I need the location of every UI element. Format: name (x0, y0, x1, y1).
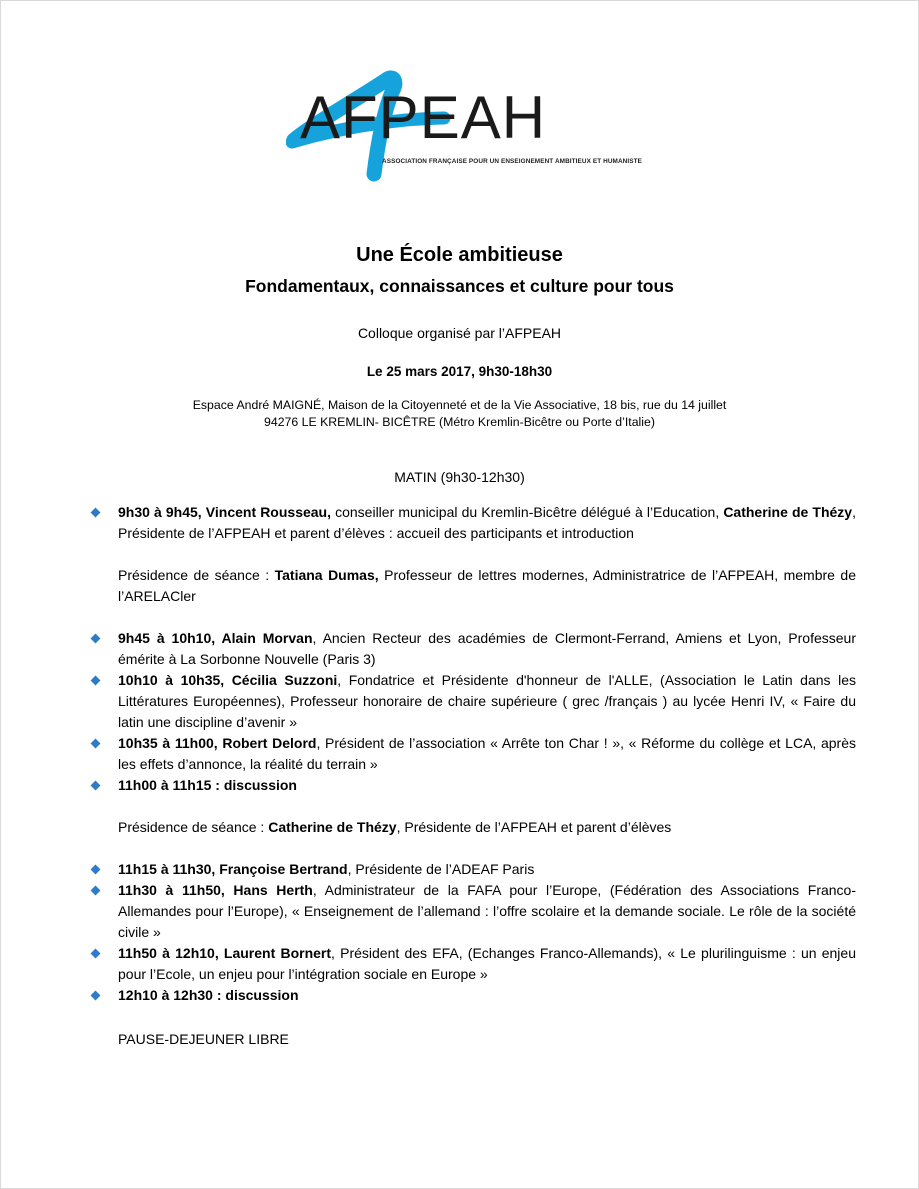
diamond-bullet-icon (91, 739, 101, 749)
session-heading: MATIN (9h30-12h30) (394, 469, 525, 485)
logo-tagline: ASSOCIATION FRANÇAISE POUR UN ENSEIGNEMENT AMBITIEUX ET HUMANISTE (382, 158, 643, 165)
lunch-break: PAUSE-DEJEUNER LIBRE (118, 1031, 289, 1047)
item-text: , Fondatrice et Présidente d'honneur de l'ALLE, (Association le Latin dans les Littératures Européennes), Professeur honoraire de chaire supérieure ( grec /français ) au lycée Henri IV, « Faire du latin une discipline d’avenir » (118, 672, 856, 730)
session-chair-1 (92, 565, 856, 607)
chair-name: Catherine de Thézy (268, 819, 397, 835)
agenda-item (92, 880, 856, 943)
agenda-item (92, 670, 856, 733)
item-time-speaker: 9h45 à 10h10, Alain Morvan (118, 630, 313, 646)
item-time-speaker: 11h30 à 11h50, Hans Herth (118, 882, 313, 898)
diamond-bullet-icon (91, 508, 101, 518)
diamond-bullet-icon (91, 991, 101, 1001)
agenda-list (92, 502, 856, 1006)
diamond-bullet-icon (91, 781, 101, 791)
diamond-bullet-icon (91, 676, 101, 686)
diamond-bullet-icon (91, 886, 101, 896)
item-time-speaker: 10h10 à 10h35, Cécilia Suzzoni (118, 672, 338, 688)
chair-text: , Présidente de l’AFPEAH et parent d’élèves (396, 819, 672, 835)
chair-label: Présidence de séance : (118, 567, 275, 583)
diamond-bullet-icon (91, 865, 101, 875)
item-discussion: 11h00 à 11h15 : discussion (118, 777, 297, 793)
diamond-bullet-icon (91, 949, 101, 959)
venue-line-2: 94276 LE KREMLIN- BICÊTRE (Métro Kremlin-Bicêtre ou Porte d’Italie) (264, 415, 655, 429)
item-time-speaker: 9h30 à 9h45, Vincent Rousseau, (118, 504, 331, 520)
agenda-item (92, 502, 856, 544)
chair-label: Présidence de séance : (118, 819, 269, 835)
agenda-item (92, 733, 856, 775)
logo-word: AFPEAH (300, 84, 547, 151)
chair-text: Professeur de lettres modernes, Administratrice de l’AFPEAH, membre de l’ARELACler (118, 567, 857, 604)
item-text: , Administrateur de la FAFA pour l’Europe, (Fédération des Associations Franco-Allemandes pour l’Europe), « Enseignement de l’allemand : l’offre scolaire et la demande sociale. Le rôle de la société civile » (118, 882, 856, 940)
chair-name: Tatiana Dumas, (274, 567, 379, 583)
session-chair-2 (92, 817, 856, 838)
agenda-item (92, 775, 856, 796)
item-text: , Ancien Recteur des académies de Clermont-Ferrand, Amiens et Lyon, Professeur émérite à La Sorbonne Nouvelle (Paris 3) (118, 630, 856, 667)
agenda-item (92, 859, 856, 880)
agenda-item (92, 943, 856, 985)
item-time-speaker: 11h15 à 11h30, Françoise Bertrand (118, 861, 348, 877)
event-date: Le 25 mars 2017, 9h30-18h30 (366, 364, 553, 379)
agenda-item (92, 628, 856, 670)
venue-line-1: Espace André MAIGNÉ, Maison de la Citoyenneté et de la Vie Associative, 18 bis, rue du 14 juillet (192, 398, 727, 412)
item-text: , Président des EFA, (Echanges Franco-Allemands), « Le plurilinguisme : un enjeu pour l’Ecole, un enjeu pour l’intégration sociale en Europe » (118, 945, 856, 982)
document-title: Une École ambitieuse (356, 244, 563, 266)
item-discussion: 12h10 à 12h30 : discussion (118, 987, 299, 1003)
agenda-item (92, 985, 856, 1006)
item-speaker-2: Catherine de Thézy (723, 504, 853, 520)
afpeah-logo (286, 62, 643, 182)
organised-by: Colloque organisé par l’AFPEAH (357, 325, 562, 341)
item-text: , Présidente de l’ADEAF Paris (347, 861, 535, 877)
item-time-speaker: 10h35 à 11h00, Robert Delord (118, 735, 317, 751)
document-subtitle: Fondamentaux, connaissances et culture pour tous (245, 276, 674, 296)
item-text: conseiller municipal du Kremlin-Bicêtre délégué à l’Education, (331, 504, 724, 520)
item-text-2: , Présidente de l’AFPEAH et parent d’élèves : accueil des participants et introduction (118, 504, 856, 541)
item-time-speaker: 11h50 à 12h10, Laurent Bornert (118, 945, 332, 961)
diamond-bullet-icon (91, 634, 101, 644)
item-text: , Président de l’association « Arrête ton Char ! », « Réforme du collège et LCA, après les effets d’annonce, la réalité du terrain » (118, 735, 856, 772)
